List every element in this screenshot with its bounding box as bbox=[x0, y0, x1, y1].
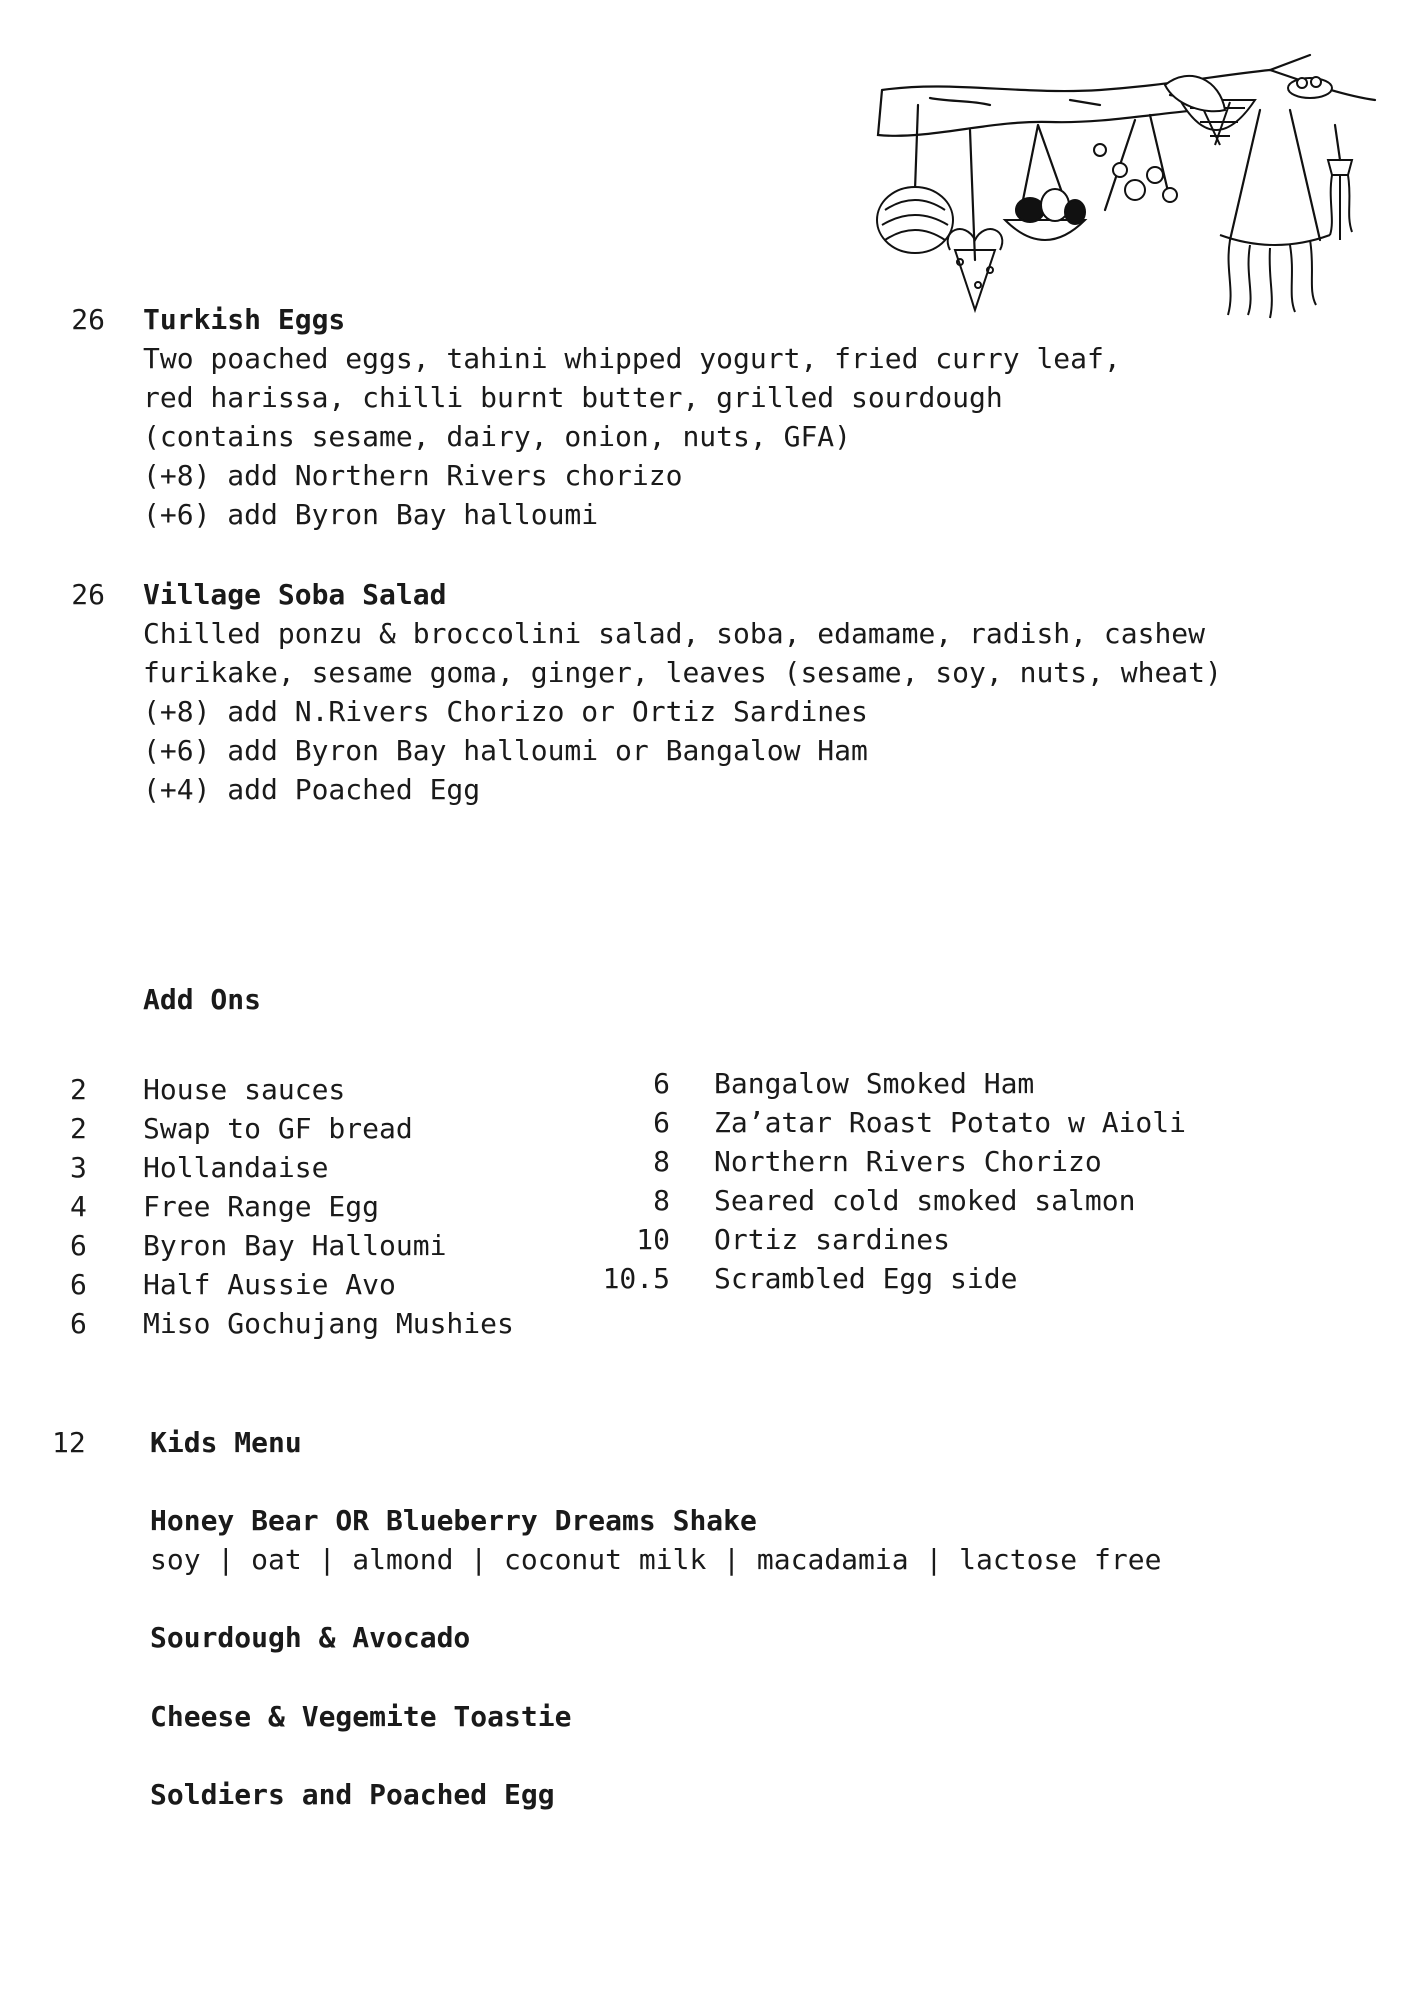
addon-price: 6 bbox=[70, 1268, 87, 1301]
item-price: 26 bbox=[71, 303, 105, 336]
kids-menu-item: Cheese & Vegemite Toastie bbox=[150, 1700, 572, 1733]
addon-name: House sauces bbox=[143, 1073, 346, 1106]
item-addon-line: (+4) add Poached Egg bbox=[143, 773, 481, 806]
item-description-line: (contains sesame, dairy, onion, nuts, GFA) bbox=[143, 420, 852, 453]
item-description-line: Two poached eggs, tahini whipped yogurt, fried curry leaf, bbox=[143, 342, 1121, 375]
kids-shake-options: soy | oat | almond | coconut milk | macadamia | lactose free bbox=[150, 1543, 1162, 1576]
hanging-baskets-illustration bbox=[870, 50, 1380, 325]
addon-name: Swap to GF bread bbox=[143, 1112, 413, 1145]
addon-name: Hollandaise bbox=[143, 1151, 329, 1184]
kids-shake-title: Honey Bear OR Blueberry Dreams Shake bbox=[150, 1504, 757, 1537]
addon-name: Ortiz sardines bbox=[714, 1223, 951, 1256]
addon-name: Bangalow Smoked Ham bbox=[714, 1067, 1035, 1100]
item-title: Village Soba Salad bbox=[143, 578, 447, 611]
addons-heading: Add Ons bbox=[143, 983, 262, 1016]
addon-name: Half Aussie Avo bbox=[143, 1268, 396, 1301]
addon-price: 4 bbox=[70, 1190, 87, 1223]
kids-menu-heading: Kids Menu bbox=[150, 1426, 302, 1459]
item-addon-line: (+6) add Byron Bay halloumi or Bangalow Ham bbox=[143, 734, 868, 767]
addon-price: 6 bbox=[70, 1307, 87, 1340]
addon-price: 10.5 bbox=[602, 1262, 670, 1295]
item-description-line: furikake, sesame goma, ginger, leaves (sesame, soy, nuts, wheat) bbox=[143, 656, 1222, 689]
addon-price: 8 bbox=[653, 1145, 670, 1178]
addon-name: Free Range Egg bbox=[143, 1190, 380, 1223]
kids-menu-price: 12 bbox=[52, 1426, 86, 1459]
addon-price: 2 bbox=[70, 1073, 87, 1106]
addon-price: 3 bbox=[70, 1151, 87, 1184]
addon-price: 6 bbox=[653, 1106, 670, 1139]
addon-price: 2 bbox=[70, 1112, 87, 1145]
item-description-line: red harissa, chilli burnt butter, grilled sourdough bbox=[143, 381, 1003, 414]
item-description-line: Chilled ponzu & broccolini salad, soba, edamame, radish, cashew bbox=[143, 617, 1206, 650]
addon-price: 6 bbox=[653, 1067, 670, 1100]
addon-name: Za’atar Roast Potato w Aioli bbox=[714, 1106, 1187, 1139]
addon-name: Northern Rivers Chorizo bbox=[714, 1145, 1102, 1178]
item-addon-line: (+8) add Northern Rivers chorizo bbox=[143, 459, 683, 492]
addon-name: Seared cold smoked salmon bbox=[714, 1184, 1136, 1217]
addon-name: Scrambled Egg side bbox=[714, 1262, 1018, 1295]
basket-icon bbox=[877, 187, 953, 253]
addon-price: 6 bbox=[70, 1229, 87, 1262]
item-title: Turkish Eggs bbox=[143, 303, 346, 336]
item-addon-line: (+8) add N.Rivers Chorizo or Ortiz Sardines bbox=[143, 695, 868, 728]
addon-name: Miso Gochujang Mushies bbox=[143, 1307, 514, 1340]
item-addon-line: (+6) add Byron Bay halloumi bbox=[143, 498, 599, 531]
kids-menu-item: Sourdough & Avocado bbox=[150, 1621, 471, 1654]
addon-price: 8 bbox=[653, 1184, 670, 1217]
kids-menu-item: Soldiers and Poached Egg bbox=[150, 1778, 555, 1811]
item-price: 26 bbox=[71, 578, 105, 611]
addon-name: Byron Bay Halloumi bbox=[143, 1229, 447, 1262]
addon-price: 10 bbox=[636, 1223, 670, 1256]
